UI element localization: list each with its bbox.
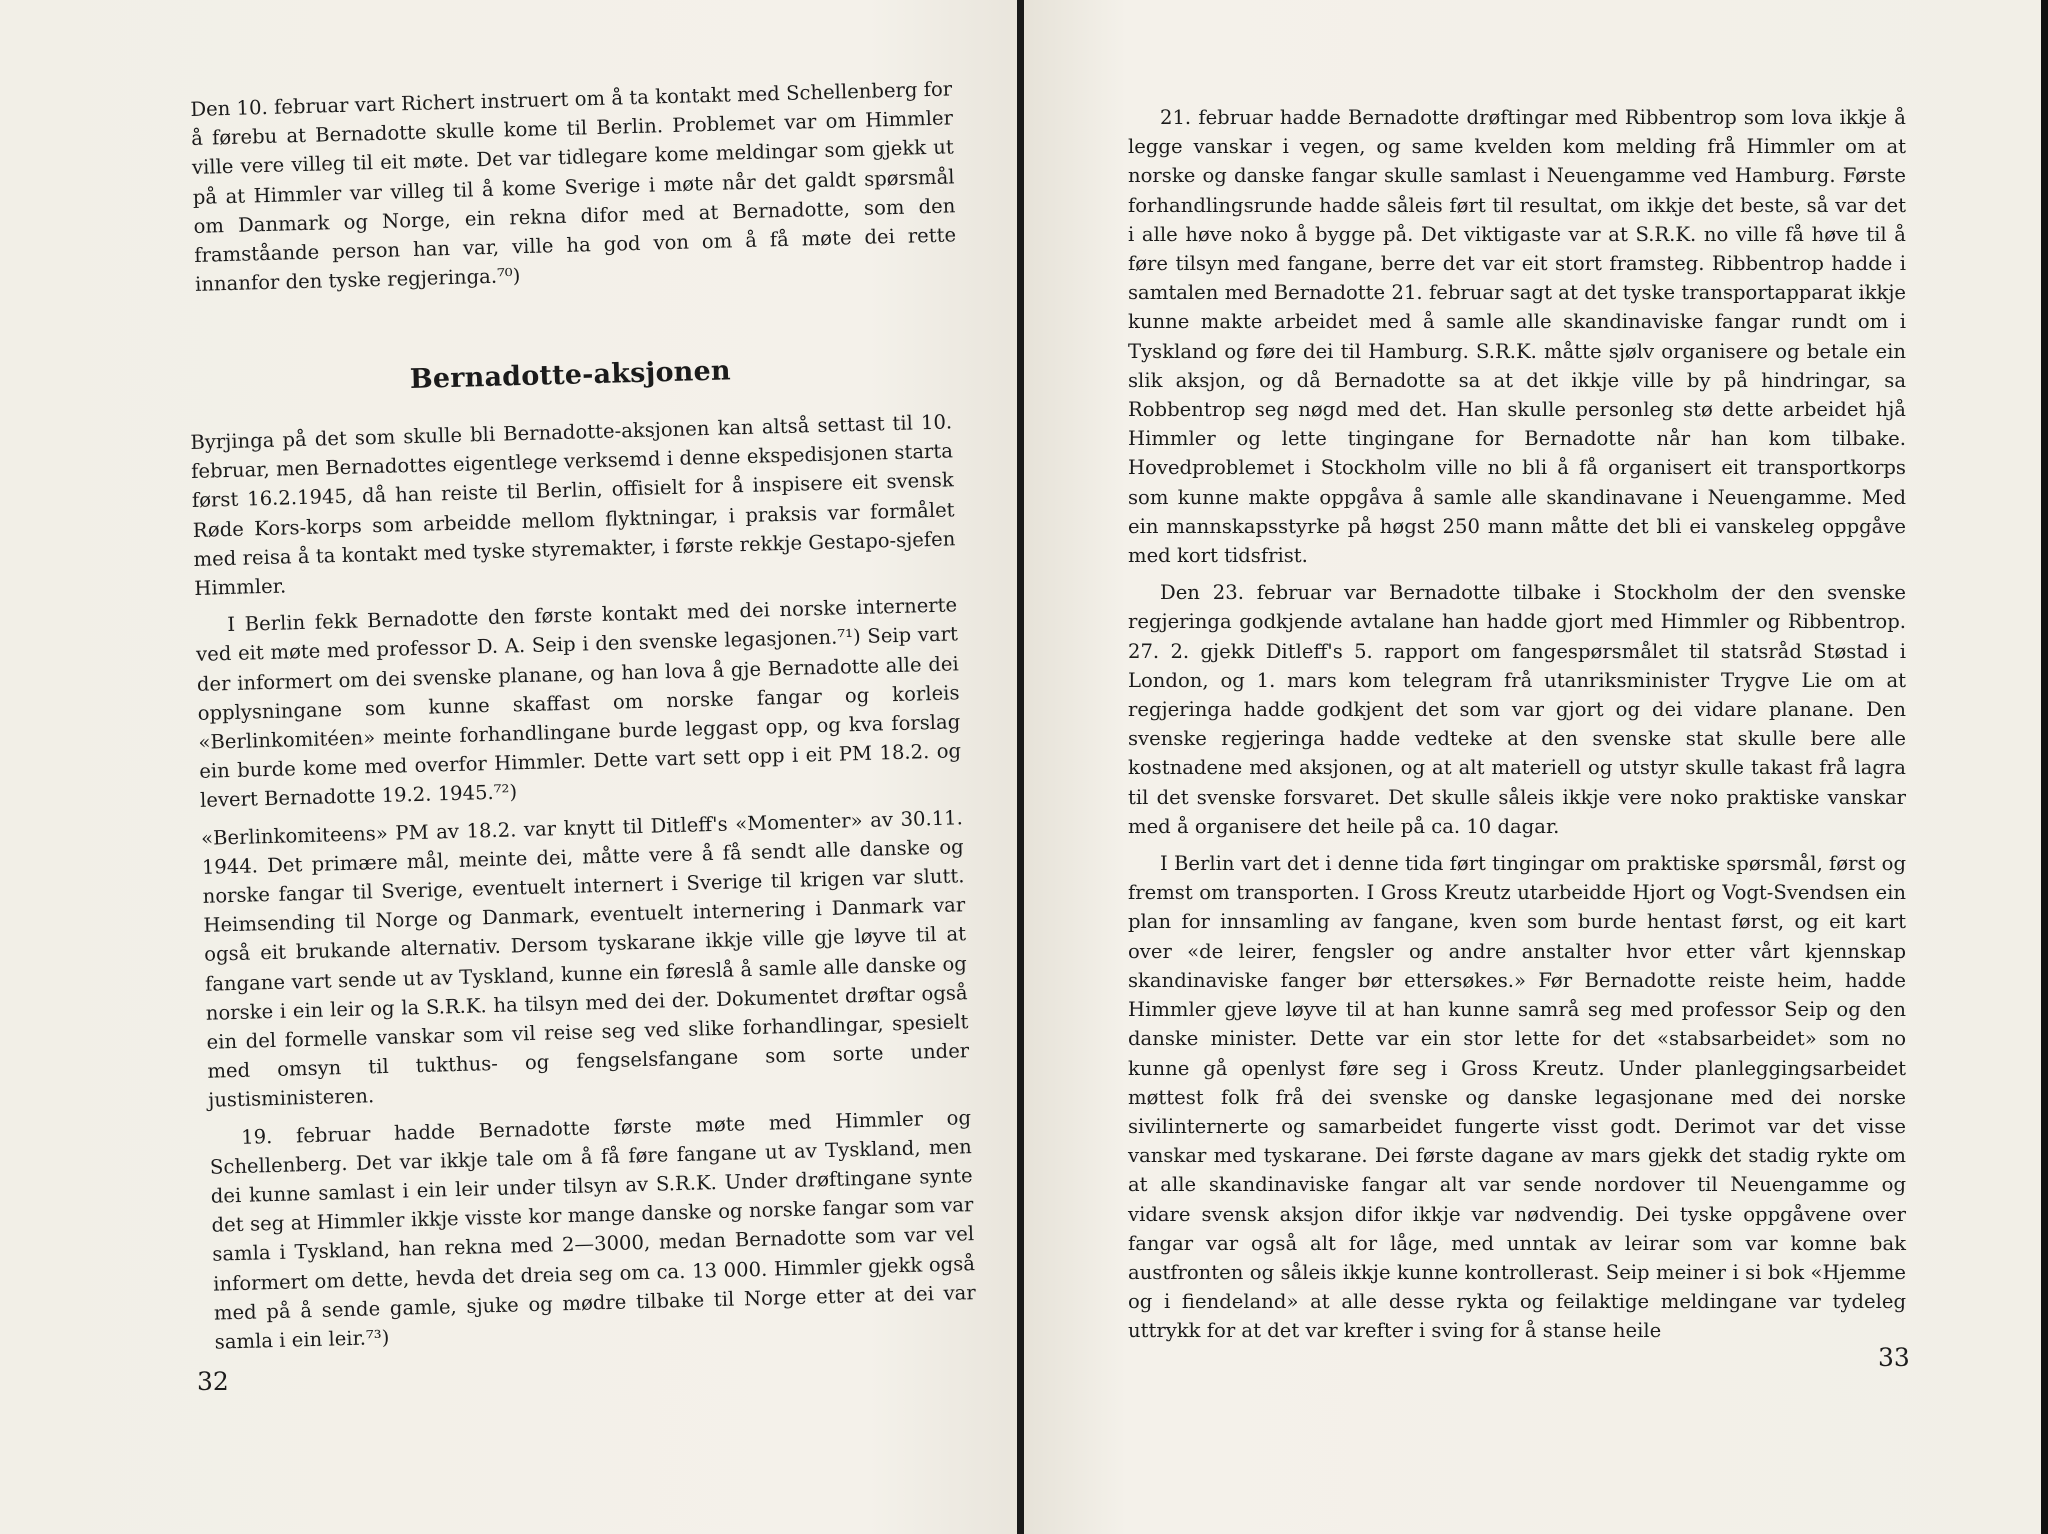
paragraph: I Berlin fekk Bernadotte den første kontakt med dei norske internerte ved eit møte med professor D. A. Seip i den svenske legasjonen.⁷¹) Seip vart der informert om dei svenske planane, og han lova å gje Bernadotte alle dei opplysningane som kunne skaffast om norske fangar og korleis «Berlinkomitéen» meinte forhandlingane burde leggast opp, og kva forslag ein burde kome med overfor Himmler. Dette vart sett opp i eit PM 18.2. og levert Bernadotte 19.2. 1945.⁷²) xyxy=(195,593,962,813)
paragraph: I Berlin vart det i denne tida ført tingingar om praktiske spørsmål, først og fremst om transporten. I Gross Kreutz utarbeidde Hjort og Vogt-Svendsen ein plan for innsamling av fangane, kven som burde hentast først, og eit kart over «de leirer, fengsler og andre anstalter hvor etter vårt kjennskap skandinaviske fanger bør ettersøkes.» Før Bernadotte reiste heim, hadde Himmler gjeve løyve til at han kunne samrå seg med professor Seip og den danske minister. Dette var ein stor lette for det «stabsarbeidet» som no kunne gå openlyst føre seg i Gross Kreutz. Under planleggingsarbeidet møttest folk frå dei svenske og danske legasjonane med dei norske sivilinternerte og samarbeidet fungerte visst godt. Derimot var det visse vanskar med tyskarane. Dei første dagane av mars gjekk det stadig rykte om at alle skandinaviske fangar alt var sende nordover til Neuengamme og vidare svensk aksjon difor ikkje var nødvendig. Dei tyske oppgåvene over fangar var også alt for låge, med unntak av leirar som var komne bak austfronten og såleis ikkje kunne kontrollerast. Seip meiner i si bok «Hjemme og i fiendeland» at alle desse rykta og feilaktige meldingane var tydeleg uttrykk for at det var krefter i sving for å stanse heile xyxy=(1128,852,1906,1343)
right-page xyxy=(1024,0,2048,1534)
paragraph: 21. februar hadde Bernadotte drøftingar med Ribbentrop som lova ikkje å legge vanskar i vegen, og same kvelden kom melding frå Himmler om at norske og danske fangar skulle samlast i Neuengamme ved Hamburg. Første forhandlingsrunde hadde såleis ført til resultat, om ikkje det beste, så var det i alle høve noko å bygge på. Det viktigaste var at S.R.K. no ville få høve til å føre tilsyn med fangane, berre det var eit stort framsteg. Ribbentrop hadde i samtalen med Bernadotte 21. februar sagt at det tyske transportapparat ikkje kunne makte arbeidet med å samle alle skandinaviske fangar rundt om i Tyskland og føre dei til Hamburg. S.R.K. måtte sjølv organisere og betale ein slik aksjon, og då Bernadotte sa at det ikkje ville by på hindringar, sa Robbentrop seg nøgd med det. Han skulle personleg stø dette arbeidet hjå Himmler og lette tingingane for Bernadotte når han kom tilbake. Hovedproblemet i Stockholm ville no bli å få organisert eit transportkorps som kunne makte oppgåva å samle alle skandinavane i Neuengamme. Med ein mannskapsstyrke på høgst 250 mann måtte det bli ei vanskeleg oppgåve med kort tidsfrist. xyxy=(1128,106,1906,568)
page-number: 33 xyxy=(1878,1343,1910,1372)
paragraph: Den 10. februar vart Richert instruert om å ta kontakt med Schellenberg for å førebu at Bernadotte skulle kome til Berlin. Problemet var om Himmler ville vere villeg til eit møte. Det var tidlegare kome meldingar som gjekk ut på at Himmler var villeg til å kome Sverige i møte når det galdt spørsmål om Danmark og Norge, ein rekna difor med at Bernadotte, som den framståande person han var, ville ha god von om å få møte dei rette innanfor den tyske regjeringa.⁷⁰) xyxy=(190,77,957,297)
page-number: 32 xyxy=(197,1367,229,1396)
left-intro-block xyxy=(190,74,957,307)
paragraph: Byrjinga på det som skulle bli Bernadotte-aksjonen kan altså settast til 10. februar, men Bernadottes eigentlege verksemd i denne ekspedisjonen starta først 16.2.1945, då han reiste til Berlin, offisielt for å inspisere eit svensk Røde Kors-korps som arbeidde mellom flyktningar, i praksis var formålet med reisa å ta kontakt med tyske styremakter, i første rekkje Gestapo-sjefen Himmler. xyxy=(190,410,956,600)
paragraph: 19. februar hadde Bernadotte første møte med Himmler og Schellenberg. Det var ikkje tale om å få føre fangane ut av Tyskland, men dei kunne samlast i ein leir under tilsyn av S.R.K. Under drøftingane synte det seg at Himmler ikkje visste kor mange danske og norske fangar som var samla i Tyskland, han rekna med 2—3000, medan Bernadotte som var vel informert om dette, hevda det dreia seg om ca. 13 000. Himmler gjekk også med på å sende gamle, sjuke og mødre tilbake til Norge etter at dei var samla i ein leir.⁷³) xyxy=(209,1105,976,1354)
left-body-block xyxy=(190,407,977,1365)
left-page xyxy=(0,0,1021,1534)
section-heading: Bernadotte-aksjonen xyxy=(409,355,732,396)
paragraph: Den 23. februar var Bernadotte tilbake i Stockholm der den svenske regjeringa godkjende avtalane han hadde gjort med Himmler og Ribbentrop. 27. 2. gjekk Ditleff's 5. rapport om fangespørsmålet til statsråd Støstad i London, og 1. mars kom telegram frå utanriksminister Trygve Lie om at regjeringa hadde godkjent det som var gjort og dei vidare planane. Den svenske regjeringa hadde vedteke at den svenske stat skulle bere alle kostnadene med aksjonen, og at alt materiell og utstyr skulle takast frå lagra til det svenske forsvaret. Det skulle såleis ikkje vere noko praktiske vanskar med å organisere det heile på ca. 10 dagar. xyxy=(1128,581,1906,838)
paragraph: «Berlinkomiteens» PM av 18.2. var knytt til Ditleff's «Momenter» av 30.11. 1944. Det primære mål, meinte dei, måtte vere å få sendt alle danske og norske fangar til Sverige, eventuelt internert i Sverige til krigen var slutt. Heimsending til Norge og Danmark, eventuelt internering i Danmark var også eit brukande alternativ. Dersom tyskarane ikkje ville gje løyve til at fangane vart sende ut av Tyskland, kunne ein føreslå å samle alle danske og norske i ein leir og la S.R.K. ha tilsyn med dei der. Dokumentet drøftar også ein del formelle vanskar som vil reise seg ved slike forhandlingar, spesielt med omsyn til tukthus- og fengselsfangane som sorte under justisministeren. xyxy=(200,805,970,1113)
right-body-block xyxy=(1128,103,1906,1354)
scan-edge xyxy=(2041,0,2048,1534)
